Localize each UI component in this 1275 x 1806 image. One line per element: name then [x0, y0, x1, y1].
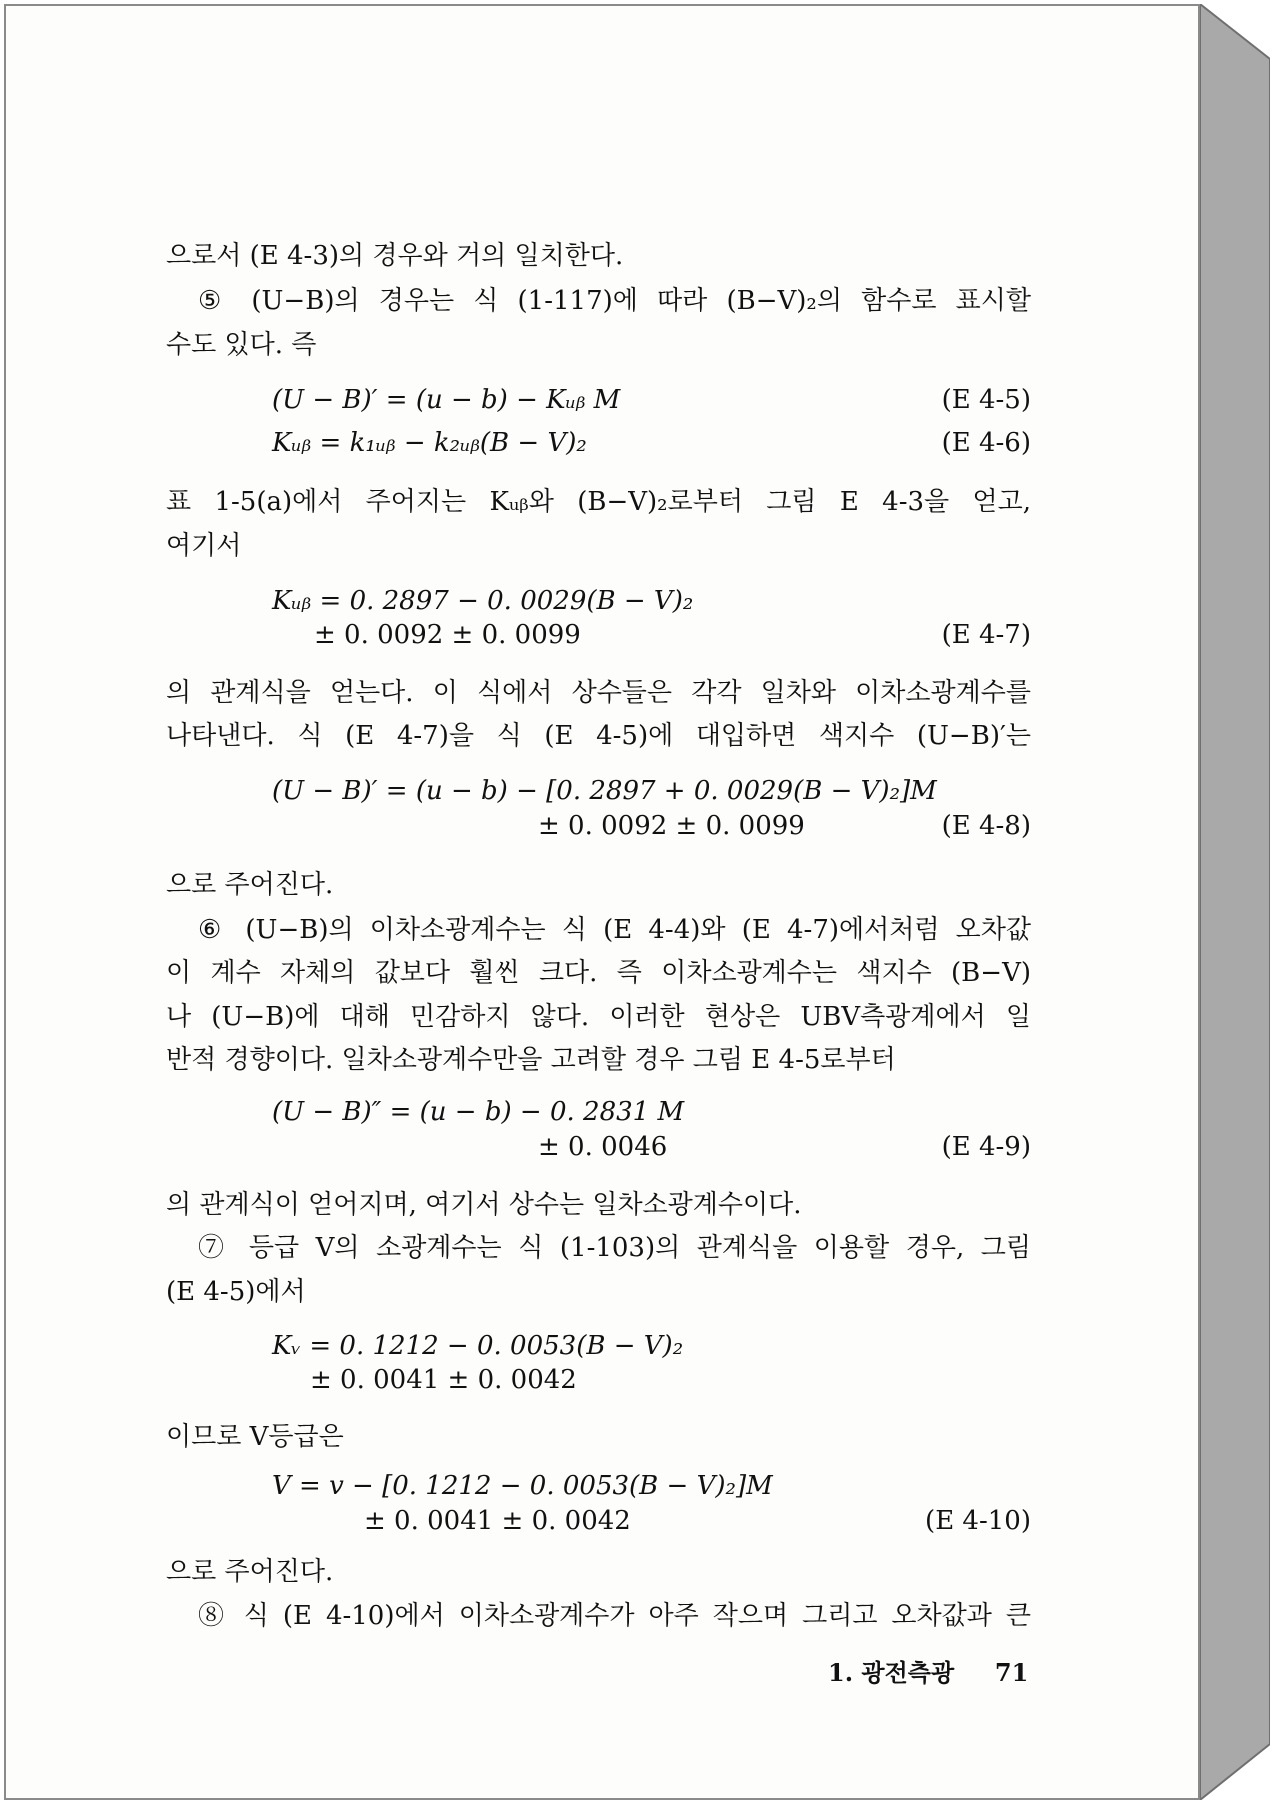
paragraph-line: 나 (U−B)에 대해 민감하지 않다. 이러한 현상은 UBV측광계에서 일: [166, 1002, 1031, 1032]
paragraph-line: 으로서 (E 4-3)의 경우와 거의 일치한다.: [166, 241, 624, 271]
equation-label: (E 4-5): [941, 385, 1031, 415]
equation-error-term: ± 0. 0041 ± 0. 0042: [364, 1506, 631, 1536]
paragraph-line: ⑦ 등급 V의 소광계수는 식 (1-103)의 관계식을 이용할 경우, 그림: [198, 1233, 1031, 1263]
paragraph-line: 의 관계식이 얻어지며, 여기서 상수는 일차소광계수이다.: [166, 1190, 802, 1220]
running-footer: [828, 1653, 1028, 1688]
equation: Kᵥ = 0. 1212 − 0. 0053(B − V)₂: [272, 1331, 684, 1361]
paragraph-line: ⑧ 식 (E 4-10)에서 이차소광계수가 아주 작으며 그리고 오차값과 큰: [198, 1601, 1031, 1631]
equation-label: (E 4-9): [941, 1132, 1031, 1162]
paragraph-line: 이 계수 자체의 값보다 훨씬 크다. 즉 이차소광계수는 색지수 (B−V): [166, 958, 1031, 988]
paragraph-line: ⑥ (U−B)의 이차소광계수는 식 (E 4-4)와 (E 4-7)에서처럼 오차값: [198, 915, 1031, 945]
paragraph-line: 이므로 V등급은: [166, 1422, 344, 1452]
equation-error-term: ± 0. 0092 ± 0. 0099: [538, 811, 805, 841]
paragraph-line: 으로 주어진다.: [166, 870, 334, 900]
paragraph-line: 수도 있다. 즉: [166, 330, 317, 360]
equation-label: (E 4-10): [925, 1506, 1031, 1536]
equation-label: (E 4-7): [941, 620, 1031, 650]
equation-label: (E 4-6): [941, 428, 1031, 458]
equation: V = v − [0. 1212 − 0. 0053(B − V)₂]M: [272, 1471, 773, 1501]
paragraph-line: 의 관계식을 얻는다. 이 식에서 상수들은 각각 일차와 이차소광계수를: [166, 678, 1031, 708]
equation: Kᵤᵦ = k₁ᵤᵦ − k₂ᵤᵦ(B − V)₂: [272, 428, 587, 458]
paragraph-line: 으로 주어진다.: [166, 1557, 334, 1587]
paragraph-line: 반적 경향이다. 일차소광계수만을 고려할 경우 그림 E 4-5로부터: [166, 1045, 896, 1075]
paragraph-line: (E 4-5)에서: [166, 1277, 306, 1307]
chapter-title: 1. 광전측광: [828, 1658, 955, 1687]
equation-label: (E 4-8): [941, 811, 1031, 841]
paragraph-line: 나타낸다. 식 (E 4-7)을 식 (E 4-5)에 대입하면 색지수 (U−B)′는: [166, 721, 1031, 751]
equation: (U − B)′ = (u − b) − [0. 2897 + 0. 0029(B − V)₂]M: [272, 776, 937, 806]
paragraph-line: ⑤ (U−B)의 경우는 식 (1-117)에 따라 (B−V)₂의 함수로 표시할: [198, 286, 1031, 316]
equation-error-term: ± 0. 0041 ± 0. 0042: [310, 1365, 577, 1395]
page-number: 71: [994, 1658, 1029, 1687]
equation-error-term: ± 0. 0092 ± 0. 0099: [314, 620, 581, 650]
page-edge-shadow: [1200, 4, 1270, 1800]
paragraph-line: 표 1-5(a)에서 주어지는 Kᵤᵦ와 (B−V)₂로부터 그림 E 4-3을 얻고,: [166, 487, 1031, 517]
equation: Kᵤᵦ = 0. 2897 − 0. 0029(B − V)₂: [272, 586, 694, 616]
paragraph-line: 여기서: [166, 531, 242, 561]
equation: (U − B)″ = (u − b) − 0. 2831 M: [272, 1097, 685, 1127]
equation-error-term: ± 0. 0046: [538, 1132, 668, 1162]
equation: (U − B)′ = (u − b) − Kᵤᵦ M: [272, 385, 621, 415]
